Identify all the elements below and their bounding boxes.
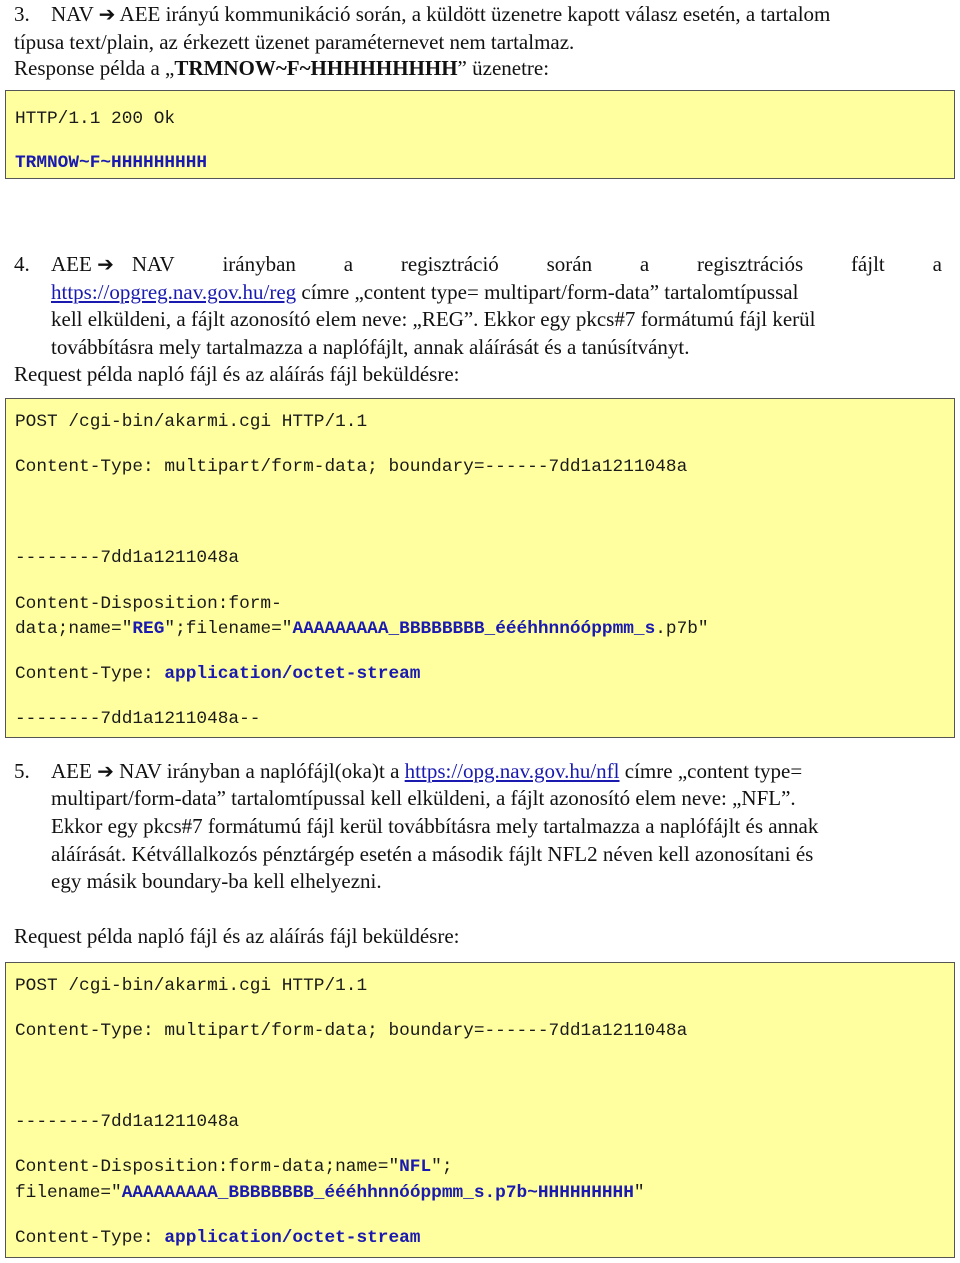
code-token: Content-Type: [15,664,165,684]
request-label-2: Request példa napló fájl és az aláírás fájl beküldésre: [14,924,460,948]
code-line: --------7dd1a1211048a [15,548,240,568]
section-5-aee: AEE [51,759,92,783]
code-line: HTTP/1.1 200 Ok [15,109,176,129]
section-5-line-5: egy másik boundary-ba kell elhelyezni. [51,869,382,893]
code-line: Content-Disposition:form- [15,594,282,614]
code-line: TRMNOW~F~HHHHHHHHH [15,153,208,173]
code-line: Content-Type: multipart/form-data; boundary=------7dd1a1211048a [15,457,688,477]
code-line [15,1228,420,1248]
section-3-line-1-end: AEE irányú kommunikáció során, a küldött üzenetre kapott válasz esetén, a tartalom [119,2,831,26]
word: NAV [131,252,175,276]
response-label-post: ” üzenetre: [457,56,550,80]
code-line: POST /cgi-bin/akarmi.cgi HTTP/1.1 [15,412,368,432]
section-4-line-2-rest: címre „content type= multipart/form-data” tartalomtípussal [296,280,799,304]
code-token: filename=" [15,1183,122,1203]
word: a [343,252,354,276]
code-line: Content-Type: multipart/form-data; boundary=------7dd1a1211048a [15,1021,688,1041]
section-3-number: 3. [14,2,30,26]
code-line [15,619,709,639]
word: a [639,252,650,276]
code-token: Content-Disposition:form-data;name=" [15,1157,400,1177]
word: a [932,252,942,276]
right-arrow-icon: ➔ [97,252,114,276]
section-5-line-4: aláírását. Kétvállalkozós pénztárgép esetén a második fájlt NFL2 néven kell azonosítani és [51,842,814,866]
section-4-line-4: továbbításra mely tartalmazza a naplófájlt, annak aláírását és a tanúsítványt. [51,335,690,359]
section-5-line-1 [51,758,942,786]
code-token: "; [431,1157,453,1177]
section-4-aee: AEE [51,252,92,276]
code-line [15,1157,453,1177]
code-block-request-nfl [5,962,955,1258]
code-line [15,1183,645,1203]
code-block-request-reg [5,398,955,738]
code-token: Content-Type: [15,1228,165,1248]
code-token: ";filename=" [164,619,293,639]
code-block-response [5,90,955,179]
response-label-bold: TRMNOW~F~HHHHHHHHH [174,56,458,80]
right-arrow-icon: ➔ [97,759,114,783]
code-token: " [633,1183,645,1203]
code-token: .p7b" [655,619,709,639]
right-arrow-icon: ➔ [98,2,116,26]
code-token: AAAAAAAAA_BBBBBBBB_éééhhnnóóppmm_s [292,619,656,639]
response-label [14,55,549,83]
section-4-number: 4. [14,252,30,276]
word: regisztráció [400,252,499,276]
request-label: Request példa napló fájl és az aláírás fájl beküldésre: [14,362,460,386]
nfl-link[interactable]: https://opg.nav.gov.hu/nfl [404,759,620,783]
word: során [546,252,593,276]
word: regisztrációs [697,252,804,276]
code-token: application/octet-stream [164,1228,421,1248]
word: irányban [222,252,296,276]
section-4-line-1-start [51,251,114,279]
code-token: data;name=" [15,619,133,639]
section-5-line-1-end: címre „content type= [624,759,803,783]
section-5-line-2: multipart/form-data” tartalomtípussal kell elküldeni, a fájlt azonosító elem neve: „NFL”. [51,786,796,810]
reg-link[interactable]: https://opgreg.nav.gov.hu/reg [51,280,297,304]
section-3-line-2: típusa text/plain, az érkezett üzenet paraméternevet nem tartalmaz. [14,30,575,54]
section-4-line-2 [51,279,942,307]
section-4-line-1 [51,251,942,279]
section-5-line-1-text: NAV irányban a naplófájl(oka)t a [119,759,400,783]
code-line: --------7dd1a1211048a-- [15,709,261,729]
code-line [15,664,420,684]
code-token: AAAAAAAAA_BBBBBBBB_éééhhnnóóppmm_s.p7b~HHHHHHHHH [121,1183,634,1203]
code-token: REG [132,619,165,639]
code-token: NFL [399,1157,432,1177]
code-line: --------7dd1a1211048a [15,1112,240,1132]
word: fájlt [850,252,885,276]
section-5-number: 5. [14,759,30,783]
section-3-line-1-start: NAV [51,2,94,26]
response-label-pre: Response példa a „ [14,56,175,80]
section-3-line-1 [51,1,942,29]
section-4-line-1-words [114,251,942,279]
section-5-line-3: Ekkor egy pkcs#7 formátumú fájl kerül továbbításra mely tartalmazza a naplófájlt és annak [51,814,819,838]
code-line: POST /cgi-bin/akarmi.cgi HTTP/1.1 [15,976,368,996]
section-4-line-3: kell elküldeni, a fájlt azonosító elem neve: „REG”. Ekkor egy pkcs#7 formátumú fájl kerül [51,307,816,331]
code-token: application/octet-stream [164,664,421,684]
